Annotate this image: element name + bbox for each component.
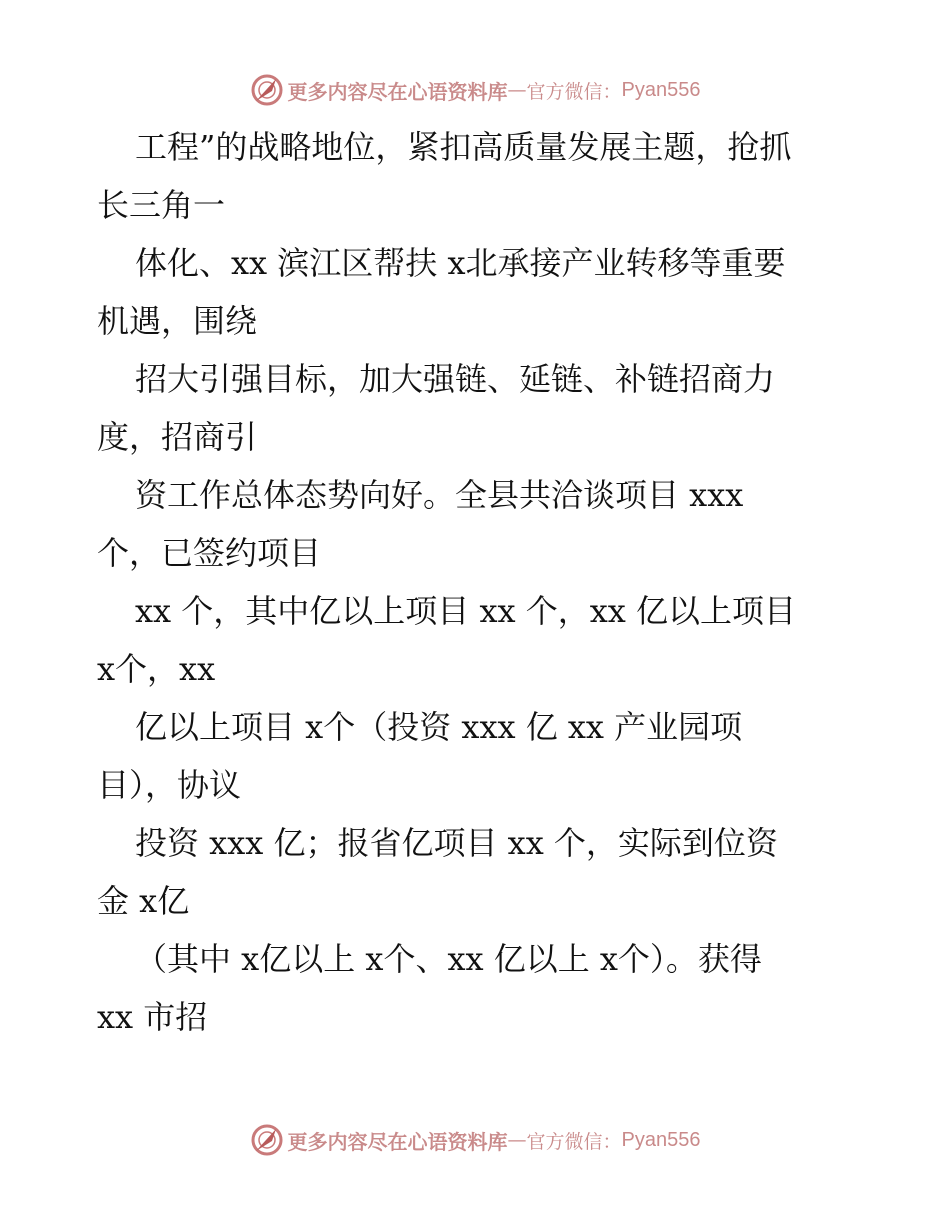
banner-wechat-id: Pyan556 — [621, 78, 701, 101]
paragraph-line: 金 x亿 — [97, 882, 190, 920]
banner-sub-text: 官方微信： — [526, 1130, 622, 1153]
paragraph-line: 亿以上项目 x个（投资 xxx 亿 xx 产业园项 — [135, 708, 743, 746]
paragraph-line: 机遇，围绕 — [97, 302, 258, 340]
quill-logo-icon — [250, 73, 284, 107]
header-watermark-banner — [0, 70, 950, 110]
paragraph-line: 度，招商引 — [97, 418, 258, 456]
paragraph-line: 长三角一 — [97, 186, 226, 224]
footer-watermark-banner — [0, 1120, 950, 1160]
document-body — [97, 118, 867, 1046]
paragraph-line: 目），协议 — [97, 766, 242, 804]
banner-sub-text: 官方微信： — [526, 80, 622, 103]
paragraph-line: 体化、xx 滨江区帮扶 x北承接产业转移等重要 — [135, 244, 786, 282]
paragraph-line: xx 市招 — [97, 998, 208, 1036]
banner-dash: — — [507, 1129, 527, 1151]
paragraph-line: 资工作总体态势向好。全县共洽谈项目 xxx — [135, 476, 744, 514]
quill-logo-icon — [250, 1123, 284, 1157]
paragraph-line: 工程”的战略地位，紧扣高质量发展主题，抢抓 — [135, 128, 792, 166]
paragraph-line: （其中 x亿以上 x个、xx 亿以上 x个）。获得 — [135, 940, 762, 978]
paragraph-line: xx 个，其中亿以上项目 xx 个，xx 亿以上项目 — [135, 592, 796, 630]
paragraph-line: 招大引强目标，加大强链、延链、补链招商力 — [135, 360, 776, 398]
banner-main-text: 更多内容尽在心语资料库 — [287, 79, 508, 104]
banner-wechat-id: Pyan556 — [621, 1128, 701, 1151]
banner-dash: — — [507, 79, 527, 101]
banner-main-text: 更多内容尽在心语资料库 — [287, 1129, 508, 1154]
paragraph-line: x个，xx — [97, 650, 216, 688]
paragraph-line: 投资 xxx 亿；报省亿项目 xx 个，实际到位资 — [135, 824, 778, 862]
paragraph-line: 个，已签约项目 — [97, 534, 322, 572]
